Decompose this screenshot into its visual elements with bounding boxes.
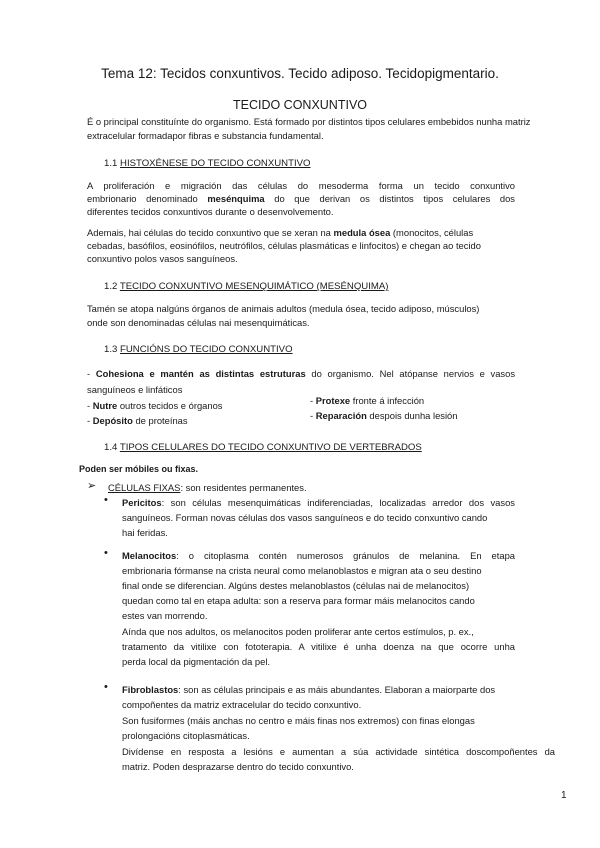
text-run: do organismo. Nel atópanse nervios e vasos (305, 368, 516, 379)
melanocitos-line-1 (122, 549, 515, 562)
text-run: de proteínas (132, 415, 188, 426)
s3-right-line-2 (310, 409, 458, 422)
term-reparacion: Reparación (315, 410, 367, 421)
term-nutre: Nutre (92, 400, 118, 411)
text-run: - (87, 400, 93, 411)
intro-bold: Poden ser móbiles ou fixas. (79, 464, 199, 474)
text-run: : o citoplasma contén numerosos gránulos de melanina. En etapa (176, 550, 515, 561)
section-number: 1.4 (104, 442, 118, 453)
page-title: Tema 12: Tecidos conxuntivos. Tecido adiposo. Tecidopigmentario. (101, 66, 499, 81)
section-number: 1.2 (104, 281, 118, 292)
melanocitos-line-5: estes van morrendo. (122, 610, 208, 621)
term-melanocitos: Melanocitos (122, 550, 177, 561)
page-number: 1 (561, 790, 567, 801)
fibroblastos-line-5: Divídense en resposta a lesións e aumentan a súa actividade sintética doscompoñentes da (122, 746, 555, 757)
term-fibroblastos: Fibroblastos (122, 684, 179, 695)
s1-p2-line-2: cebadas, basófilos, eosinófilos, neutrófilos, células plasmáticas e linfocitos) e chegan ao tecido (87, 240, 481, 251)
text-run: - (310, 410, 316, 421)
s3-line-3 (87, 399, 223, 412)
text-run: (monocitos, células (390, 227, 474, 238)
s1-p1-line-1: A proliferación e migración das células do mesoderma forma un tecido conxuntivo (87, 180, 515, 191)
term-cohesiona: Cohesiona e mantén as distintas estruturas (95, 368, 306, 379)
text-run: : son células mesenquimáticas indiferenciadas, localizadas arredor dos vasos (161, 497, 515, 508)
s3-line-2: sanguíneos e linfáticos (87, 384, 183, 395)
text-run: do que derivan os distintos tipos celulares dos (264, 193, 515, 204)
fixed-cells-line (108, 481, 307, 494)
text-run: - (87, 415, 93, 426)
text-run: fronte á infección (350, 395, 425, 406)
pericitos-line-1 (122, 496, 515, 509)
text-run: Ademais, hai células do tecido conxuntivo que se xeran na (87, 227, 334, 238)
melanocitos-line-8: perda local da pigmentación da pel. (122, 656, 271, 667)
section-1-1-heading (104, 158, 311, 169)
bullet-dot-icon: • (104, 547, 108, 559)
term-protexe: Protexe (315, 395, 351, 406)
intro-line-2: extracelular formadapor fibras e substancia fundamental. (87, 130, 324, 141)
term-deposito: Depósito (92, 415, 133, 426)
s1-p2-line-3: conxuntivo polos vasos sanguíneos. (87, 253, 238, 264)
pericitos-line-3: hai feridas. (122, 527, 168, 538)
section-1-4-heading (104, 442, 422, 453)
fibroblastos-line-6: matriz. Poden desprazarse dentro do tecido conxuntivo. (122, 761, 354, 772)
bullet-dot-icon: • (104, 681, 108, 693)
text-run: despois dunha lesión (366, 410, 458, 421)
text-run: - (310, 395, 316, 406)
s3-line-1 (87, 367, 515, 380)
term-pericitos: Pericitos (122, 497, 162, 508)
text-run: : son as células principais e as máis abundantes. Elaboran a maiorparte dos (178, 684, 496, 695)
section-number: 1.3 (104, 344, 118, 355)
melanocitos-line-2: embrionaria fórmanse na crista neural como melanoblastos e migran ata o seu destino (122, 565, 482, 576)
intro-line-1: É o principal constituínte do organismo. Está formado por distintos tipos celulares embebidos nunha matriz (87, 116, 531, 127)
pericitos-line-2: sanguíneos. Forman novas células dos vasos sanguíneos e do tecido conxuntivo cando (122, 512, 488, 523)
s1-p1-line-3: diferentes tecidos conxuntivos durante o desenvolvemento. (87, 206, 334, 217)
melanocitos-line-3: final onde se diferencian. Algúns destes melanoblastos (células nai de melanocitos) (122, 580, 470, 591)
text-run: outros tecidos e órganos (117, 400, 223, 411)
section-1-3-heading (104, 344, 293, 355)
bullet-dot-icon: • (104, 494, 108, 506)
arrow-bullet-icon: ➢ (87, 480, 97, 492)
heading-tecido-conxuntivo: TECIDO CONXUNTIVO (232, 98, 368, 112)
fibroblastos-line-2: compoñentes da matriz extracelular do tecido conxuntivo. (122, 699, 362, 710)
text-run: : son residentes permanentes. (180, 482, 307, 493)
s2-p1-line-1: Tamén se atopa nalgúns órganos de animais adultos (medula ósea, tecido adiposo, músculos) (87, 303, 480, 314)
term-mesenquima: mesénquima (207, 193, 265, 204)
section-title: TIPOS CELULARES DO TECIDO CONXUNTIVO DE VERTEBRADOS (119, 442, 422, 453)
melanocitos-line-7: tratamento da vitilixe con fototerapia. A vitilixe é unha doenza na que ocorre unha (122, 641, 515, 652)
s1-p1-line-2 (87, 192, 515, 205)
fibroblastos-line-1 (122, 683, 495, 696)
s2-p1-line-2: onde son denominadas células nai mesenquimáticas. (87, 317, 310, 328)
melanocitos-line-6: Aínda que nos adultos, os melanocitos poden proliferar ante certos estímulos, p. ex., (122, 626, 474, 637)
text-run: - (87, 368, 96, 379)
melanocitos-line-4: quedan como tal en etapa adulta: son a reserva para formar máis melanocitos cando (122, 595, 475, 606)
fibroblastos-line-4: prolongacións citoplasmáticas. (122, 730, 250, 741)
s1-p2-line-1 (87, 226, 473, 239)
section-title: TECIDO CONXUNTIVO MESENQUIMÁTICO (MESÉNQUIMA) (119, 281, 389, 292)
section-1-2-heading (104, 281, 388, 292)
text-run: embrionario denominado (87, 193, 208, 204)
section-title: HISTOXÉNESE DO TECIDO CONXUNTIVO (120, 158, 311, 169)
section-number: 1.1 (104, 158, 118, 169)
fixed-cells-label: CÉLULAS FIXAS (108, 482, 181, 493)
s3-line-4 (87, 414, 188, 427)
fibroblastos-line-3: Son fusiformes (máis anchas no centro e máis finas nos extremos) con finas elongas (122, 715, 475, 726)
s4-intro (79, 463, 198, 476)
section-title: FUNCIÓNS DO TECIDO CONXUNTIVO (120, 344, 293, 355)
s3-right-line-1 (310, 394, 424, 407)
term-medula-osea: medula ósea (333, 227, 391, 238)
